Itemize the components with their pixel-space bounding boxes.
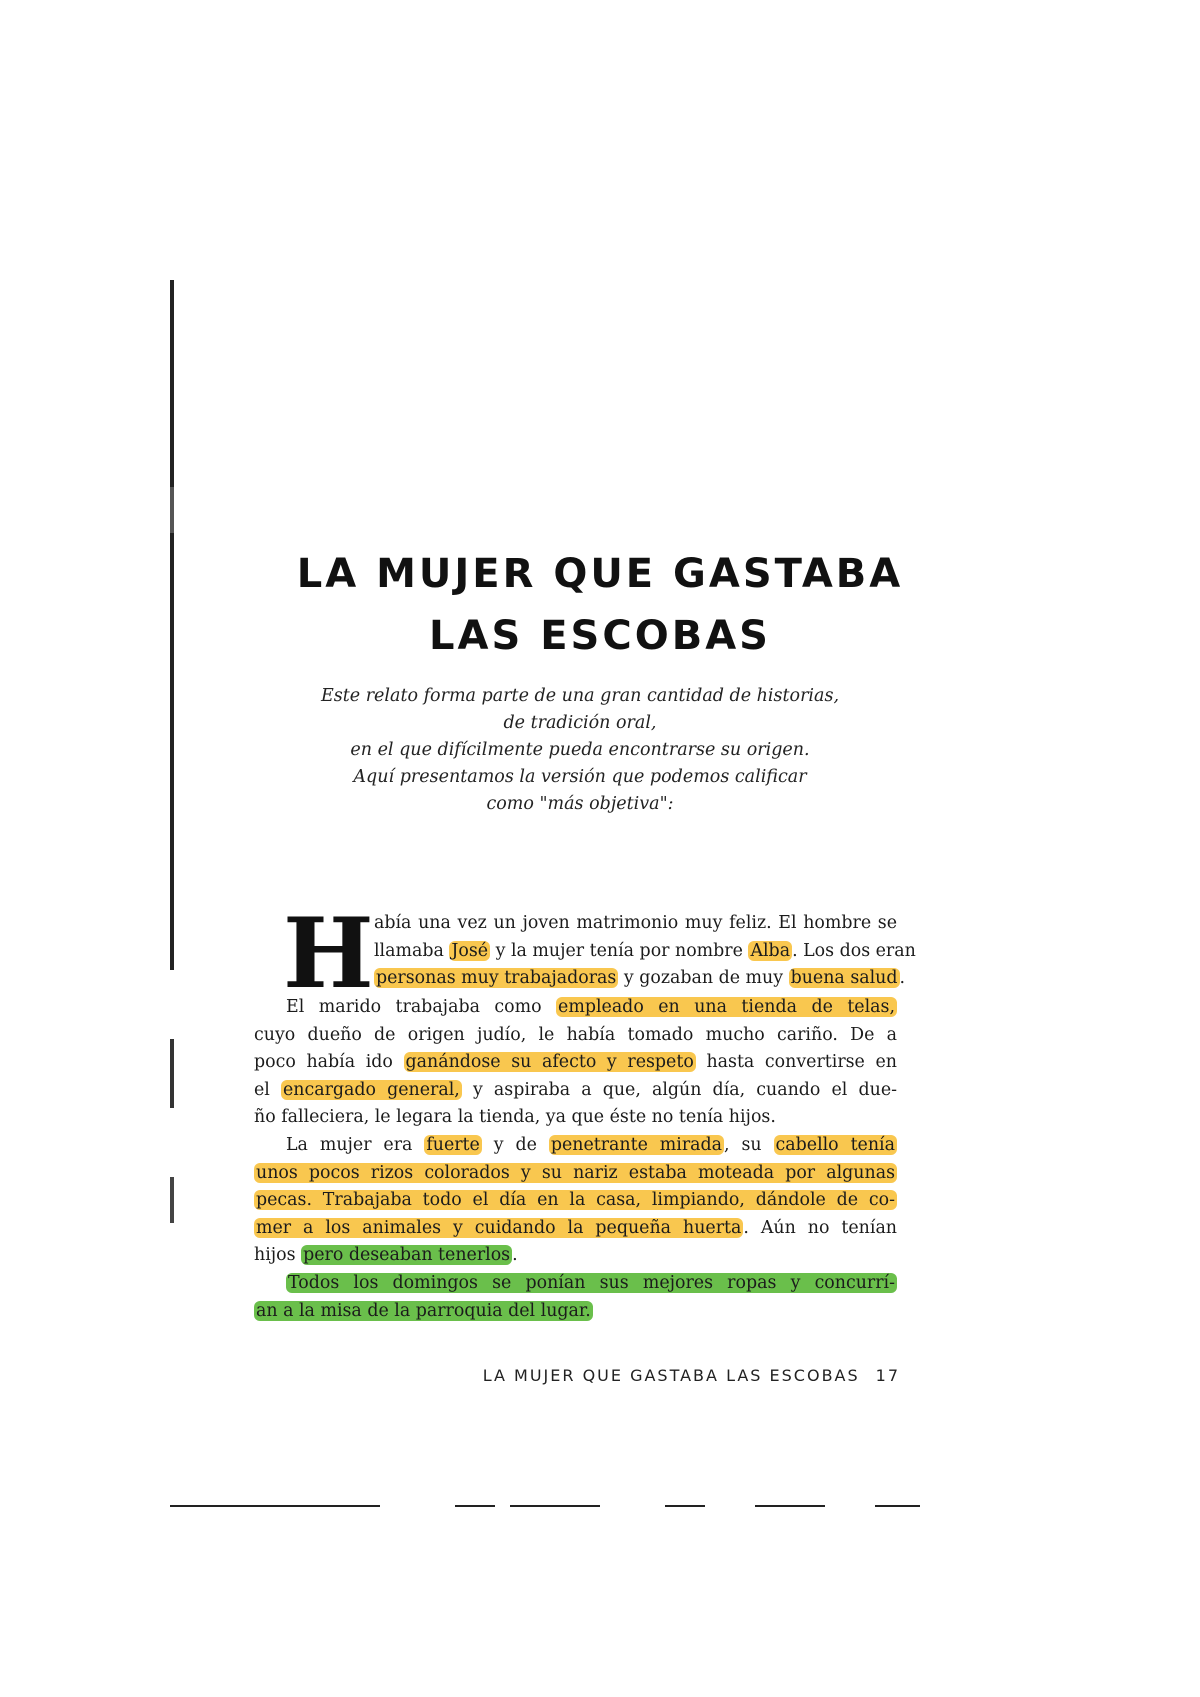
text-line <box>254 1187 897 1215</box>
text-line: ño falleciera, le legara la tienda, ya que éste no tenía hijos. <box>254 1107 776 1128</box>
intro-line-3: en el que difícilmente pueda encontrarse su origen. <box>350 740 810 760</box>
intro-line-2: de tradición oral, <box>503 713 657 733</box>
chapter-title <box>200 543 1000 667</box>
text-line: mer a los animales y cuidando la pequeña huerta . Aún no tenían <box>256 1217 898 1238</box>
text-line: personas muy trabajadoras y gozaban de muy buena salud . <box>376 968 906 989</box>
scan-edge-line <box>170 1505 380 1507</box>
highlight: unos pocos rizos colorados y su nariz estaba moteada por algunas <box>256 1162 895 1183</box>
paragraph-3 <box>254 1132 897 1270</box>
scan-edge-line <box>875 1505 920 1507</box>
text-line: El marido trabajaba como empleado en una tienda de telas, <box>286 997 895 1017</box>
scan-edge-line <box>755 1505 825 1507</box>
highlight: Alba <box>750 940 791 961</box>
highlight: cabello tenía <box>775 1134 895 1155</box>
highlight: penetrante mirada <box>550 1134 723 1155</box>
highlight: personas muy trabajadoras <box>376 968 617 989</box>
paragraph-4 <box>254 1270 897 1325</box>
chapter-title-line-2: LAS ESCOBAS <box>429 612 771 659</box>
running-head-title: LA MUJER QUE GASTABA LAS ESCOBAS <box>482 1366 860 1385</box>
highlight: buena salud <box>790 968 898 989</box>
highlight: José <box>451 940 489 961</box>
highlight: empleado en una tienda de telas, <box>558 997 895 1017</box>
intro-line-1: Este relato forma parte de una gran cantidad de historias, <box>320 686 840 706</box>
scan-edge-line <box>665 1505 705 1507</box>
scan-edge-line <box>455 1505 495 1507</box>
text-line: cuyo dueño de origen judío, le había tomado mucho cariño. De a <box>254 1024 897 1045</box>
highlight: pero deseaban tenerlos <box>303 1245 511 1266</box>
running-footer <box>480 1366 900 1385</box>
highlight: Todos los domingos se ponían sus mejores ropas y concurrí- <box>288 1272 895 1293</box>
highlight: ganándose su afecto y respeto <box>405 1052 694 1073</box>
highlight: mer a los animales y cuidando la pequeña huerta <box>256 1217 742 1238</box>
text-line <box>254 1270 897 1298</box>
text-line: La mujer era fuerte y de penetrante mirada , su cabello tenía <box>286 1134 895 1155</box>
text-line <box>254 1160 897 1188</box>
page-number: 17 <box>875 1366 900 1385</box>
text-line: poco había ido ganándose su afecto y respeto hasta convertirse en <box>254 1052 897 1073</box>
highlight: an a la misa de la parroquia del lugar. <box>256 1300 591 1321</box>
intro-epigraph <box>250 683 910 818</box>
story-body <box>254 897 916 1325</box>
scan-edge-line <box>510 1505 600 1507</box>
paragraph-2 <box>254 994 897 1132</box>
text-line: llamaba José y la mujer tenía por nombre Alba . Los dos eran <box>374 940 916 961</box>
highlight: fuerte <box>426 1134 480 1155</box>
highlight: encargado general, <box>282 1079 460 1100</box>
scan-binding-shadow <box>170 280 174 1430</box>
intro-line-4: Aquí presentamos la versión que podemos calificar <box>353 767 807 787</box>
highlight: pecas. Trabajaba todo el día en la casa, limpiando, dándole de co- <box>256 1190 895 1211</box>
chapter-title-line-1: LA MUJER QUE GASTABA <box>296 550 904 597</box>
text-line <box>254 1298 897 1326</box>
text-line: abía una vez un joven matrimonio muy feliz. El hombre se <box>374 913 897 933</box>
text-line: el encargado general, y aspiraba a que, algún día, cuando el due- <box>254 1079 897 1100</box>
intro-line-5: como "más objetiva": <box>486 794 674 814</box>
drop-cap: H <box>283 897 374 1010</box>
text-line: hijos pero deseaban tenerlos . <box>254 1245 518 1266</box>
